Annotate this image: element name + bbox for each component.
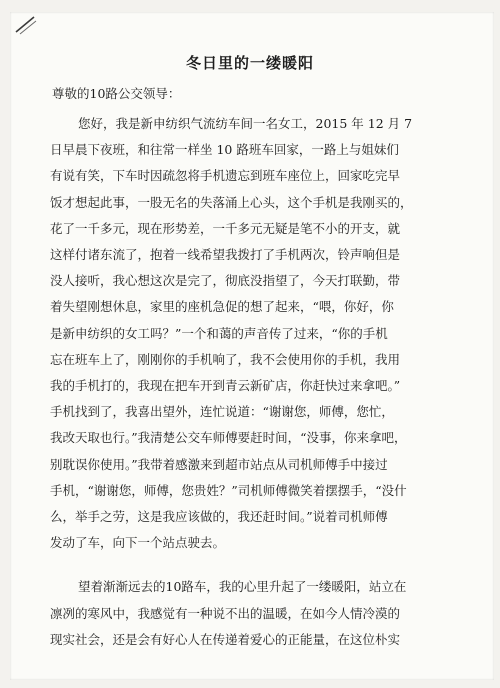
document-title: 冬日里的一缕暖阳	[185, 54, 314, 72]
text-line: 您好，我是新申纺织气流纺车间一名女工，2015 年 12 月 7	[78, 116, 413, 131]
text-line: 么，举手之劳，这是我应该做的，我还赶时间。”说着司机师傅	[50, 509, 388, 525]
text-line: 着失望刚想休息，家里的座机急促的想了起来，“喂，你好，你	[50, 299, 394, 315]
text-line: 忘在班车上了，刚刚你的手机响了，我不会使用你的手机，我用	[50, 351, 401, 367]
text-line: 日早晨下夜班，和往常一样坐 10 路班车回家，一路上与姐妹们	[50, 142, 399, 158]
text-line: 有说有笑，下车时因疏忽将手机遗忘到班车座位上，回家吃完早	[50, 168, 401, 184]
text-line: 花了一千多元，现在形势差，一千多元无疑是笔不小的开支，就	[50, 220, 401, 236]
text-line: 望着渐渐远去的10路车，我的心里升起了一缕暖阳，站立在	[78, 579, 407, 595]
text-line: 手机找到了，我喜出望外，连忙说道：“谢谢您，师傅，您忙，	[50, 404, 394, 420]
text-line: 饭才想起此事，一股无名的失落涌上心头，这个手机是我刚买的，	[50, 194, 413, 210]
letter-body	[50, 111, 445, 653]
text-line: 没人接听，我心想这次是完了，彻底没指望了，今天打联勤，带	[50, 273, 401, 289]
text-line: 别耽误你使用。”我带着感激来到超市站点从司机师傅手中接过	[50, 456, 388, 472]
text-line: 我改天取也行。”我清楚公交车师傅要赶时间，“没事，你来拿吧，	[50, 430, 407, 446]
paragraph-2	[50, 574, 445, 653]
text-line: 发动了车，向下一个站点驶去。	[50, 535, 226, 551]
text-line: 现实社会，还是会有好心人在传递着爱心的正能量，在这位朴实	[50, 631, 401, 647]
text-line: 凛冽的寒风中，我感觉有一种说不出的温暖，在如今人情冷漠的	[50, 605, 401, 621]
paragraph-1	[50, 111, 445, 556]
text-line: 我的手机打的，我现在把车开到青云新矿店，你赶快过来拿吧。”	[50, 378, 401, 394]
text-line: 是新申纺织的女工吗？”一个和蔼的声音传了过来，“你的手机	[50, 325, 388, 341]
staple-mark-icon	[14, 14, 38, 36]
salutation: 尊敬的10路公交领导：	[52, 86, 181, 101]
text-line: 手机，“谢谢您，师傅，您贵姓？”司机师傅微笑着摆摆手，“没什	[50, 482, 407, 498]
text-line: 这样付诸东流了，抱着一线希望我拨打了手机两次，铃声响但是	[50, 247, 401, 263]
